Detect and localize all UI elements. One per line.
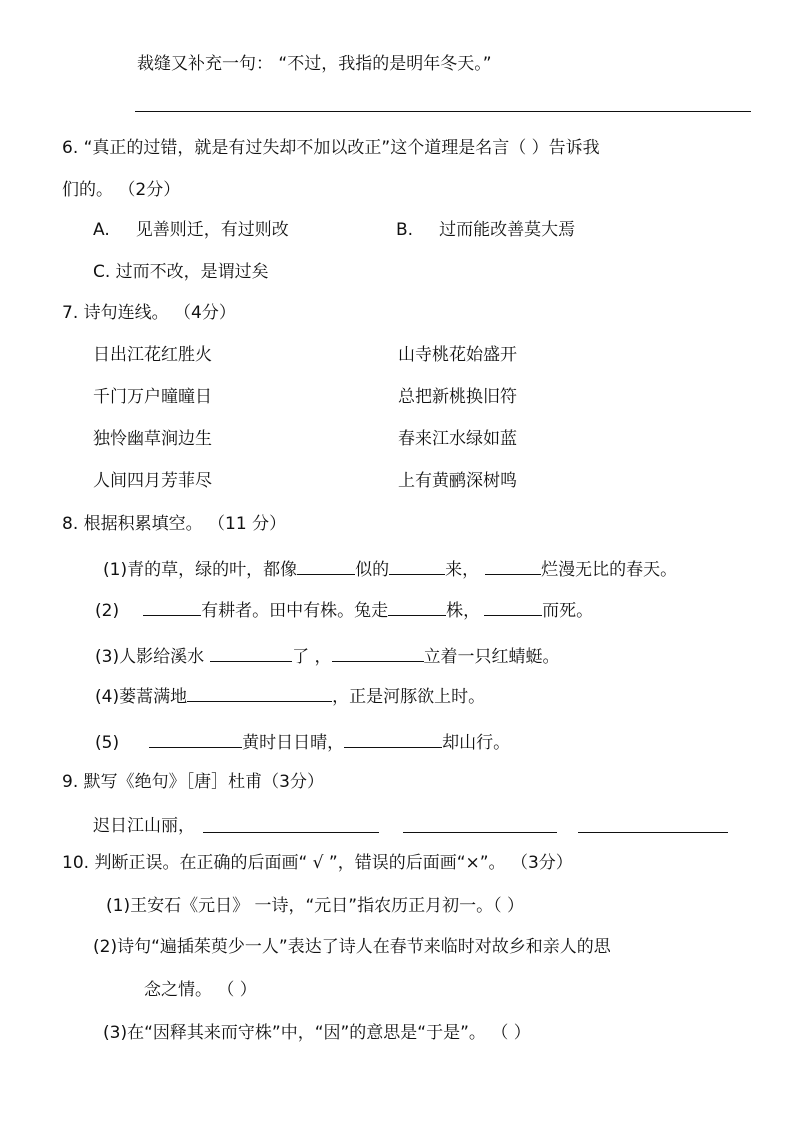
answer-line[interactable]	[135, 111, 751, 112]
fill-blank[interactable]	[143, 597, 201, 616]
answer-line[interactable]	[578, 832, 728, 833]
q6-option-a[interactable]	[93, 218, 289, 242]
q10-stem: 10. 判断正误。在正确的后面画“ √ ”，错误的后面画“×”。 （3分）	[62, 853, 573, 873]
q7-left-item[interactable]: 日出江花红胜火	[93, 345, 212, 365]
answer-line[interactable]	[203, 832, 379, 833]
q7-right-item[interactable]: 春来江水绿如蓝	[398, 429, 517, 449]
q10-item-1[interactable]: (1)王安石《元日》 一诗，“元日”指农历正月初一。（ ）	[106, 896, 525, 916]
q7-right-item[interactable]: 山寺桃花始盛开	[398, 345, 517, 365]
q8-item-4: (4)蒌蒿满地 ，正是河豚欲上时。	[95, 683, 485, 709]
intro-line: 裁缝又补充一句： “不过，我指的是明年冬天。”	[137, 54, 492, 74]
q8-item-5: (5) 黄时日日晴， 却山行。	[95, 729, 510, 755]
q9-poem-line: 迟日江山丽，	[93, 816, 195, 836]
fill-blank[interactable]	[344, 729, 442, 748]
q6-option-c[interactable]: C. 过而不改，是谓过矣	[93, 262, 269, 282]
q7-left-item[interactable]: 人间四月芳菲尽	[93, 471, 212, 491]
q7-right-item[interactable]: 总把新桃换旧符	[398, 387, 517, 407]
q6-option-b-label: B.	[396, 220, 414, 240]
q7-right-item[interactable]: 上有黄鹂深树鸣	[398, 471, 517, 491]
fill-blank[interactable]	[187, 683, 332, 702]
q8-item-1: (1)青的草，绿的叶，都像 似的 来， 烂漫无比的春天。	[103, 556, 677, 582]
fill-blank[interactable]	[389, 556, 445, 575]
q7-left-item[interactable]: 独怜幽草涧边生	[93, 429, 212, 449]
fill-blank[interactable]	[485, 556, 541, 575]
q10-item-2-line1[interactable]: (2)诗句“遍插茱萸少一人”表达了诗人在春节来临时对故乡和亲人的思	[93, 937, 611, 957]
q6-stem-line2: 们的。 （2分）	[62, 180, 181, 200]
q8-item-2: (2) 有耕者。田中有株。兔走 株， 而死。	[95, 597, 593, 623]
q6-stem-line1: 6. “真正的过错，就是有过失却不加以改正”这个道理是名言（ ）告诉我	[62, 138, 600, 158]
q8-stem: 8. 根据积累填空。 （11 分）	[62, 514, 287, 534]
q6-option-a-text: 见善则迁，有过则改	[135, 220, 289, 240]
fill-blank[interactable]	[210, 643, 292, 662]
fill-blank[interactable]	[332, 643, 424, 662]
q6-option-b[interactable]	[396, 218, 575, 242]
q10-item-2-line2[interactable]: 念之情。 （ ）	[144, 980, 257, 1000]
fill-blank[interactable]	[297, 556, 355, 575]
q7-stem: 7. 诗句连线。 （4分）	[62, 303, 236, 323]
fill-blank[interactable]	[149, 729, 242, 748]
q8-item-3: (3)人影给溪水 了 ， 立着一只红蜻蜓。	[95, 643, 560, 669]
q6-option-a-label: A.	[93, 220, 110, 240]
fill-blank[interactable]	[484, 597, 542, 616]
q9-stem: 9. 默写《绝句》［唐］杜甫（3分）	[62, 772, 324, 792]
q10-item-3[interactable]: (3)在“因释其来而守株”中，“因”的意思是“于是”。 （ ）	[103, 1023, 531, 1043]
q7-left-item[interactable]: 千门万户曈曈日	[93, 387, 212, 407]
answer-line[interactable]	[403, 832, 557, 833]
fill-blank[interactable]	[388, 597, 446, 616]
q6-option-b-text: 过而能改善莫大焉	[439, 220, 576, 240]
